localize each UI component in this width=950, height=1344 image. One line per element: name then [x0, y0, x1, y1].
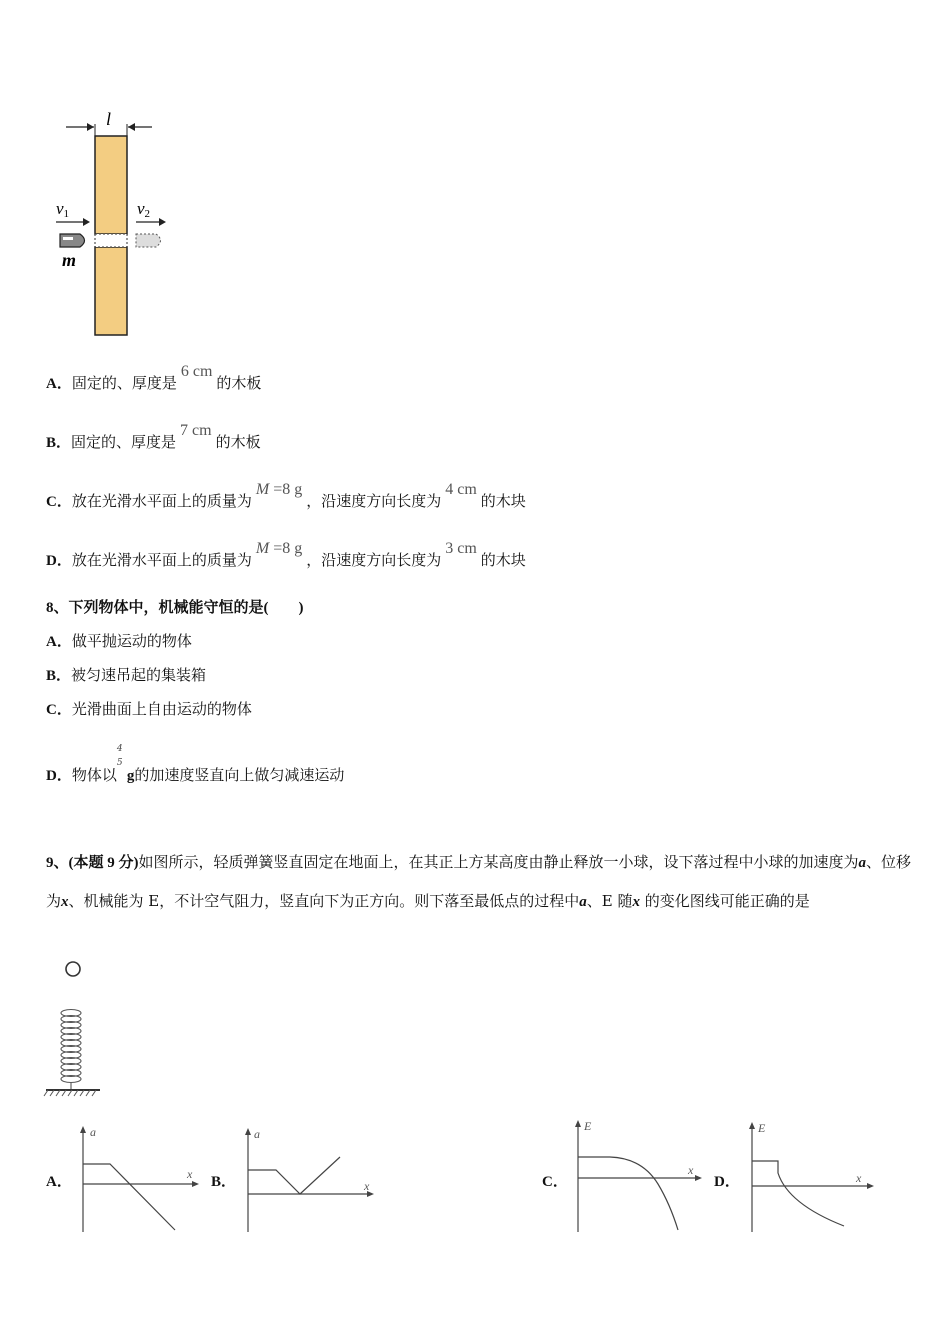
spring-ball-figure	[40, 955, 110, 1100]
y-axis-label: a	[254, 1127, 260, 1141]
q7-option-a: A．固定的、厚度是6 cm的木板	[46, 363, 262, 392]
math-3cm: 3 cm	[445, 540, 477, 557]
curve	[752, 1161, 844, 1226]
graph-c	[570, 1116, 710, 1236]
graph-a	[75, 1122, 205, 1237]
wood-board-top	[95, 136, 127, 234]
x-axis-label: x	[856, 1171, 862, 1185]
q8-stem: 8、下列物体中，机械能守恒的是( )	[46, 600, 304, 616]
label-v2: v2	[137, 199, 151, 220]
graph-label-d: D．	[714, 1174, 740, 1190]
label-l: l	[106, 110, 112, 129]
label-v1: v1	[56, 199, 70, 220]
q8-option-c: C．光滑曲面上自由运动的物体	[46, 700, 252, 718]
math-6cm: 6 cm	[180, 363, 213, 380]
fraction-4-5: 4 5	[116, 744, 123, 768]
math-7cm: 7 cm	[180, 422, 212, 439]
spring	[61, 1010, 81, 1090]
q8-option-d: D．物体以 4 5 g的加速度竖直向上做匀减速运动	[46, 744, 345, 784]
q7-option-d: D．放在光滑水平面上的质量为M =8 g，沿速度方向长度为3 cm的木块	[46, 540, 526, 569]
x-axis-label: x	[187, 1167, 193, 1181]
y-axis-label: E	[584, 1119, 592, 1133]
y-axis-label: E	[758, 1121, 766, 1135]
ball	[66, 962, 80, 976]
q7-option-b: B．固定的、厚度是7 cm的木板	[46, 422, 261, 451]
math-4cm: 4 cm	[445, 481, 477, 498]
q8-option-a: A．做平抛运动的物体	[46, 632, 192, 650]
label-m: m	[62, 250, 77, 270]
x-axis-label: x	[364, 1179, 370, 1193]
graph-label-c: C．	[542, 1174, 568, 1190]
graph-d	[744, 1118, 884, 1236]
x-axis-label: x	[688, 1163, 694, 1177]
y-axis-label: a	[90, 1125, 96, 1139]
graph-b	[240, 1124, 380, 1237]
q7-option-c: C．放在光滑水平面上的质量为M =8 g，沿速度方向长度为4 cm的木块	[46, 481, 526, 510]
curve	[248, 1157, 340, 1194]
math-mass: M =8 g	[255, 481, 303, 498]
bullet-hole	[95, 234, 127, 247]
curve	[578, 1157, 678, 1230]
graph-label-a: A．	[46, 1174, 72, 1190]
curve	[83, 1164, 175, 1230]
wood-board-bottom	[95, 247, 127, 335]
math-mass: M =8 g	[255, 540, 303, 557]
bullet-wood-figure	[48, 110, 178, 342]
bullet-before	[60, 234, 85, 247]
graph-label-b: B．	[211, 1174, 237, 1190]
bullet-after	[136, 234, 161, 247]
q8-option-b: B．被匀速吊起的集装箱	[46, 666, 207, 684]
q9-stem: 9、(本题 9 分)如图所示，轻质弹簧竖直固定在地面上，在其正上方某高度由静止释放一小球，设下落过程中小球的加速度为a、位移为x、机械能为 E，不计空气阻力，竖直向下为正方向。则下落至最低点的过程中a、E 随x 的变化图线可能正确的是	[46, 853, 912, 910]
